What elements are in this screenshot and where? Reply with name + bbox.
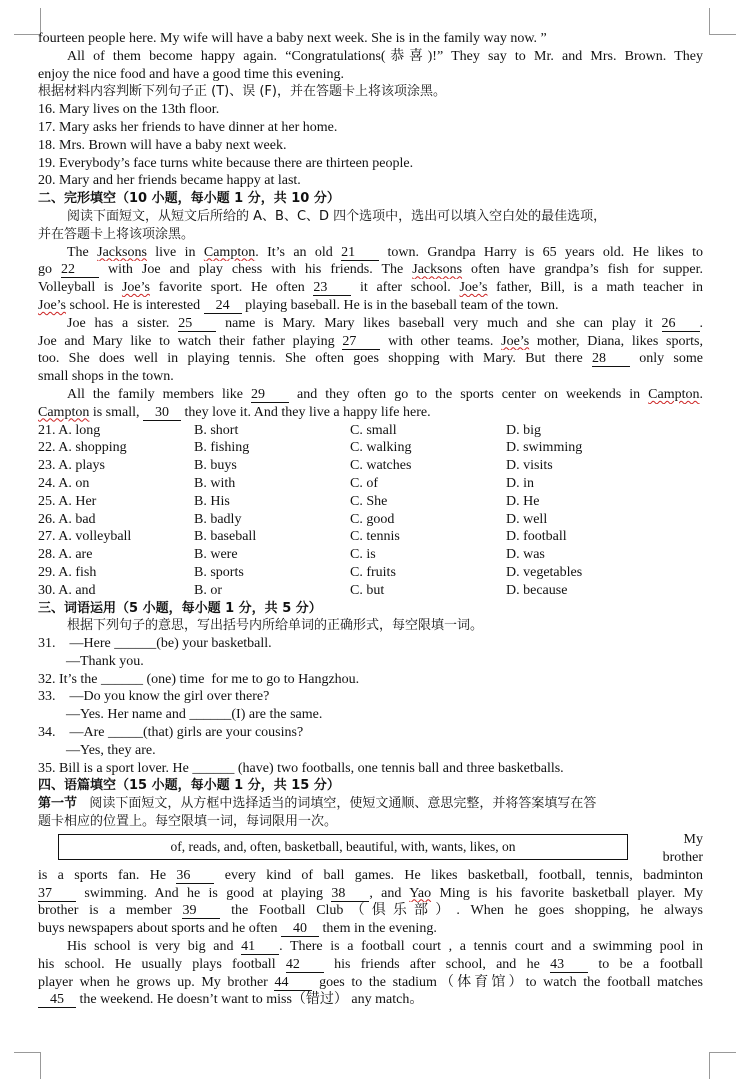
option-b: B. short (194, 422, 239, 438)
fill-paragraph-1 (38, 867, 703, 938)
proper-name: Yao (409, 885, 432, 901)
tf-instruction: 根据材料内容判断下列句子正 (T)、误 (F)，并在答题卡上将该项涂黑。 (38, 84, 446, 100)
proper-name: Joe’s (38, 297, 66, 313)
proper-name: Campton (203, 244, 256, 260)
tf-item: 20. Mary and her friends became happy at last. (38, 173, 301, 189)
option-c: C. walking (350, 440, 412, 456)
text-run: small shops in the town. (38, 369, 174, 385)
option-d: D. football (506, 529, 567, 545)
word-use-line: —Yes. Her name and ______(I) are the same. (38, 707, 323, 723)
text-run: is small, (89, 404, 144, 420)
option-row (38, 546, 703, 564)
blank-28: 28 (592, 352, 630, 367)
paragraph-line (38, 920, 703, 938)
text-run: every kind of ball games. He likes basketball, football, tennis, badminton (214, 867, 703, 883)
proper-name: Campton (38, 404, 90, 420)
word-use-line: 33. —Do you know the girl over there? (38, 689, 270, 705)
blank-21: 21 (341, 246, 379, 261)
section-4-instruction-text: 阅读下面短文，从方框中选择适当的词填空，使短文通顺、意思完整，并将答案填写在答 (89, 796, 597, 812)
text-run: brother is a member (38, 903, 183, 919)
text-run: is a sports fan. He (38, 867, 177, 883)
option-b: B. badly (194, 511, 242, 527)
text-run: school. He is interested (66, 297, 204, 313)
text-run: mother, Diana, likes sports, (529, 333, 703, 349)
cloze-paragraph-2 (38, 315, 703, 386)
text-run: Joe has a sister. (67, 315, 179, 331)
blank-36: 36 (176, 869, 214, 884)
word-use-line: 31. —Here ______(be) your basketball. (38, 636, 272, 652)
text-run: town. Grandpa Harry is 65 years old. He likes to (379, 244, 703, 260)
option-c: C. tennis (350, 529, 400, 545)
blank-40: 40 (281, 922, 319, 937)
text-run: His school is very big and (67, 939, 242, 955)
blank-41: 41 (241, 940, 279, 955)
paragraph-line (38, 902, 703, 920)
option-d: D. well (506, 511, 548, 527)
text-run: playing baseball. He is in the baseball team of the town. (241, 297, 559, 313)
part-label: 第一节 (38, 796, 78, 812)
option-a: 30. A. and (38, 582, 96, 598)
paragraph-line (38, 404, 703, 422)
blank-27: 27 (342, 335, 380, 350)
option-a: 25. A. Her (38, 493, 97, 509)
option-b: B. or (194, 582, 222, 598)
text-run: often have grandpa’s fish for supper. (462, 262, 703, 278)
passage-start-word: brother (662, 849, 703, 865)
section-3-instruction: 根据下列句子的意思，写出括号内所给单词的正确形式，每空限填一词。 (67, 618, 484, 634)
text-run: goes to the stadium（体育馆）to watch the football matches (312, 974, 703, 990)
option-row (38, 439, 703, 457)
text-run: his friends after school, and he (323, 956, 551, 972)
paragraph-line (38, 991, 703, 1009)
option-row (38, 511, 703, 529)
tf-item: 16. Mary lives on the 13th floor. (38, 102, 220, 118)
option-b: B. His (194, 493, 230, 509)
section-2-instruction: 并在答题卡上将该项涂黑。 (38, 226, 195, 242)
option-c: C. small (350, 422, 397, 438)
text-run: . There is a football court , a tennis court and a swimming pool in (279, 939, 703, 955)
blank-29: 29 (251, 388, 289, 403)
section-2-title: 二、完形填空（10 小题，每小题 1 分，共 10 分） (38, 191, 340, 207)
paragraph-line (38, 297, 703, 315)
text-run: . (699, 386, 703, 402)
exam-page (38, 30, 703, 1009)
option-c: C. good (350, 511, 395, 527)
section-4-instruction (38, 795, 703, 813)
option-b: B. with (194, 475, 236, 491)
option-d: D. He (506, 493, 540, 509)
paragraph-line (38, 279, 703, 297)
blank-43: 43 (550, 958, 588, 973)
word-use-line: —Yes, they are. (38, 742, 156, 758)
paragraph-line (38, 386, 703, 404)
cloze-paragraph-1 (38, 244, 703, 315)
option-c: C. watches (350, 458, 412, 474)
cloze-paragraph-3 (38, 386, 703, 422)
fill-paragraph-2 (38, 938, 703, 1009)
option-row (38, 582, 703, 600)
blank-39: 39 (182, 904, 220, 919)
option-a: 28. A. are (38, 547, 93, 563)
proper-name: Joe’s (459, 280, 488, 296)
text-run: Joe and Mary like to watch their father playing (38, 333, 343, 349)
section-4-title: 四、语篇填空（15 小题，每小题 1 分，共 15 分） (38, 778, 340, 794)
crop-mark-top-left (14, 8, 41, 35)
option-row (38, 422, 703, 440)
crop-mark-bottom-left (14, 1052, 41, 1079)
option-d: D. big (506, 422, 541, 438)
word-box: of, reads, and, often, basketball, beautiful, with, wants, likes, on (58, 834, 628, 860)
passage-line: enjoy the nice food and have a good time this evening. (38, 66, 344, 82)
tf-item: 18. Mrs. Brown will have a baby next week. (38, 137, 287, 153)
word-use-line: —Thank you. (38, 653, 144, 669)
blank-42: 42 (286, 958, 324, 973)
option-c: C. of (350, 475, 378, 491)
text-run: All the family members like (67, 386, 251, 402)
paragraph-line (38, 315, 703, 333)
proper-name: Jacksons (97, 244, 147, 260)
option-c: C. is (350, 547, 376, 563)
text-run: father, Bill, is a math teacher in (487, 280, 703, 296)
proper-name: Campton (648, 386, 700, 402)
option-c: C. fruits (350, 564, 396, 580)
word-use-line: 35. Bill is a sport lover. He ______ (have) two footballs, one tennis ball and three basketballs. (38, 760, 564, 776)
text-run: them in the evening. (319, 921, 437, 937)
proper-name: Joe’s (501, 333, 530, 349)
passage-line: fourteen people here. My wife will have a baby next week. She is in the family way now. ” (38, 31, 547, 46)
option-row (38, 528, 703, 546)
text-run: and they often go to the sports center on weekends in (289, 386, 649, 402)
option-c: C. She (350, 493, 388, 509)
paragraph-line (38, 244, 703, 262)
crop-mark-bottom-right (709, 1052, 736, 1079)
tf-item: 19. Everybody’s face turns white because there are thirteen people. (38, 155, 414, 171)
text-run: , and (369, 885, 410, 901)
option-b: B. were (194, 547, 238, 563)
cloze-options (38, 422, 703, 600)
blank-24: 24 (204, 299, 242, 314)
paragraph-line (38, 333, 703, 351)
text-run: the weekend. He doesn’t want to miss（错过） any match。 (76, 992, 424, 1008)
crop-mark-top-right (709, 8, 736, 35)
option-a: 23. A. plays (38, 458, 105, 474)
option-row (38, 493, 703, 511)
option-a: 27. A. volleyball (38, 529, 132, 545)
option-a: 24. A. on (38, 475, 90, 491)
text-run: The (67, 244, 98, 260)
tf-item: 17. Mary asks her friends to have dinner at her home. (38, 119, 338, 135)
text-run: buys newspapers about sports and he often (38, 921, 282, 937)
option-d: D. visits (506, 458, 553, 474)
blank-22: 22 (61, 263, 99, 278)
text-run: go (38, 262, 61, 278)
passage-line: All of them become happy again. “Congratulations(恭喜)!” They say to Mr. and Mrs. Brown. They (67, 48, 703, 64)
text-run: . It’s an old (255, 244, 342, 260)
blank-25: 25 (178, 317, 216, 332)
text-run: player when he grows up. My brother (38, 974, 275, 990)
text-run: to be a football (588, 956, 703, 972)
blank-26: 26 (662, 317, 700, 332)
option-row (38, 475, 703, 493)
paragraph-line (38, 867, 703, 885)
option-row (38, 564, 703, 582)
text-run: too. She does well in playing tennis. She often goes shopping with Mary. But there (38, 351, 592, 367)
option-b: B. sports (194, 564, 244, 580)
text-run: . (699, 315, 703, 331)
section-4-instruction: 题卡相应的位置上。每空限填一词，每词限用一次。 (38, 814, 338, 830)
option-b: B. fishing (194, 440, 250, 456)
proper-name: Jacksons (412, 262, 463, 278)
paragraph-line (38, 956, 703, 974)
blank-45: 45 (38, 993, 76, 1008)
text-run: they love it. And they live a happy life here. (181, 404, 431, 420)
option-d: D. vegetables (506, 564, 583, 580)
paragraph-line (38, 938, 703, 956)
text-run: name is Mary. Mary likes baseball very much and she can play it (216, 315, 662, 331)
option-row (38, 457, 703, 475)
option-a: 21. A. long (38, 422, 101, 438)
text-run: his school. He usually plays football (38, 956, 286, 972)
blank-30: 30 (143, 406, 181, 421)
option-d: D. because (506, 582, 568, 598)
word-use-items (38, 635, 703, 777)
blank-44: 44 (274, 976, 312, 991)
option-d: D. swimming (506, 440, 583, 456)
option-a: 22. A. shopping (38, 440, 127, 456)
text-run: the Football Club（俱乐部）. When he goes shopping, he always (220, 903, 703, 919)
text-run: with Joe and play chess with his friends. The (99, 262, 413, 278)
text-run: only some (629, 351, 703, 367)
blank-38: 38 (331, 887, 369, 902)
blank-23: 23 (313, 281, 351, 296)
paragraph-line (38, 974, 703, 992)
text-run: favorite sport. He often (149, 280, 314, 296)
option-d: D. was (506, 547, 545, 563)
paragraph-line (38, 261, 703, 279)
option-a: 26. A. bad (38, 511, 96, 527)
paragraph-line (38, 350, 703, 368)
paragraph-line (38, 885, 703, 903)
blank-37: 37 (38, 887, 76, 902)
text-run: Volleyball is (38, 280, 122, 296)
passage-start-word: My (683, 831, 703, 847)
passage-start (663, 831, 703, 867)
option-d: D. in (506, 475, 534, 491)
option-b: B. buys (194, 458, 237, 474)
option-a: 29. A. fish (38, 564, 97, 580)
text-run: swimming. And he is good at playing (76, 885, 332, 901)
word-use-line: 32. It’s the ______ (one) time for me to go to Hangzhou. (38, 671, 360, 687)
text-run: it after school. (351, 280, 460, 296)
word-use-line: 34. —Are _____(that) girls are your cousins? (38, 725, 304, 741)
text-run: with other teams. (380, 333, 502, 349)
proper-name: Joe’s (121, 280, 150, 296)
paragraph-line (38, 368, 703, 386)
word-box-row (38, 831, 703, 867)
text-run: Ming is his favorite basketball player. My (431, 885, 703, 901)
text-run: live in (146, 244, 204, 260)
section-3-title: 三、词语运用（5 小题，每小题 1 分，共 5 分） (38, 600, 322, 616)
section-2-instruction: 阅读下面短文，从短文后所给的 A、B、C、D 四个选项中，选出可以填入空白处的最佳选项， (67, 208, 607, 224)
option-b: B. baseball (194, 529, 257, 545)
option-c: C. but (350, 582, 385, 598)
